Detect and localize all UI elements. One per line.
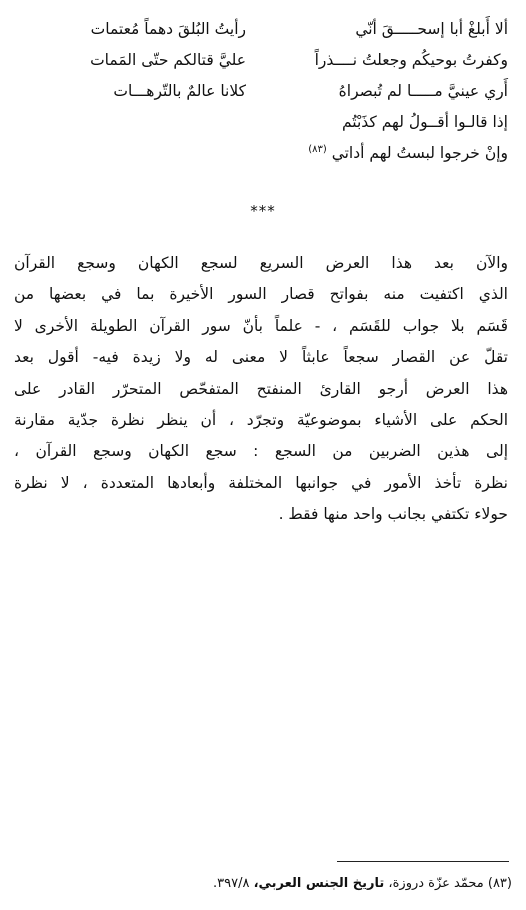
poem-hemistich-first: إذا قالـوا أقــولُ لهم كذَبْتُم xyxy=(341,113,508,131)
paragraph-line: والآن بعد هذا العرض السريع لسجع الكهان وسجع القرآن xyxy=(14,254,508,272)
paragraph-line: قَسَم بلا جواب للقَسَم ، - علماً بأنّ سور القرآن الطويلة الأخرى لا xyxy=(14,316,508,335)
footnote xyxy=(213,872,512,896)
poem-hemistich-first: ألا أَبلغْ أبا إسحـــــقَ أنّي xyxy=(355,20,508,38)
poem-hemistich-first: أَري عينيَّ مـــــا لم تُبصراهُ xyxy=(338,82,508,100)
poem-verse xyxy=(14,14,508,45)
poem-block xyxy=(14,14,508,169)
poem-verse xyxy=(14,138,508,169)
poem-hemistich-first: وكفرتُ بوحيكُم وجعلتُ نــــذراً xyxy=(314,51,508,69)
paragraph-line: تقلّ عن القصار سجعاً عابثاً لا معنى له ولا زيدة فيه- أقول بعد xyxy=(14,348,508,367)
paragraph-line: الحكم على الأشياء بموضوعيّة وتجرّد ، أن ينظر نظرة جدّية مقارنة xyxy=(14,410,508,429)
poem-hemistich-second: رأيتُ البُلقَ دهماً مُعتمات xyxy=(90,20,246,38)
section-separator: *** xyxy=(250,202,276,220)
paragraph-line: إلى هذين الضربين من السجع : سجع الكهان وسجع القرآن ، xyxy=(14,442,508,461)
poem-hemistich-first: وإنْ خرجوا لبستُ لهم أداتي xyxy=(331,144,508,162)
paragraph-line: حولاء تكتفي بجانب واحد منها فقط . xyxy=(278,505,508,524)
poem-verse xyxy=(14,45,508,76)
paragraph-line: نظرة تأخذ الأمور في جوانبها المختلفة وأبعادها المتعددة ، لا نظرة xyxy=(14,473,508,492)
poem-hemistich-second: عليَّ قتالكم حتّى المَمات xyxy=(90,51,246,69)
footnote-book-title: تاريخ الجنس العربي، xyxy=(253,876,385,891)
footnote-divider xyxy=(337,861,509,862)
paragraph-line: الذي اكتفيت منه بفواتح قصار السور الأخيرة بما في بعضها من xyxy=(14,285,508,304)
footnote-page: ٣٩٧/٨. xyxy=(212,876,250,891)
poem-hemistich-second: كلانا عالمٌ بالتّرهـــات xyxy=(113,82,246,100)
footnote-reference: (٨٣) xyxy=(308,143,327,155)
body-paragraph xyxy=(14,248,508,531)
paragraph-line: هذا العرض أرجو القارئ المنفتح المتفحّص المتحرّر القادر على xyxy=(14,379,508,398)
poem-verse xyxy=(14,76,508,107)
footnote-author: (٨٣) محمّد عزّة دروزة، xyxy=(388,876,512,891)
poem-verse xyxy=(14,107,508,138)
